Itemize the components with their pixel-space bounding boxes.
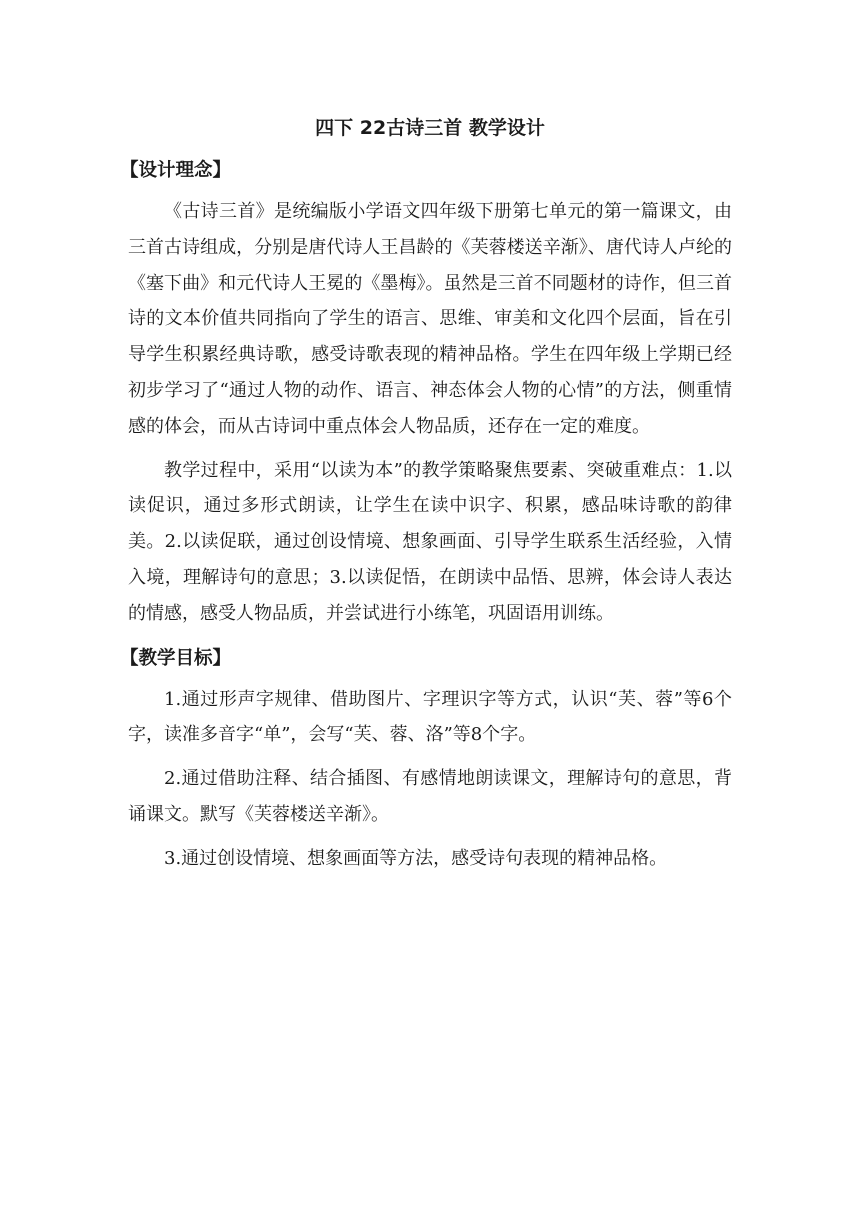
document-content <box>120 108 732 885</box>
teaching-goal-3: 3.通过创设情境、想象画面等方法，感受诗句表现的精神品格。 <box>164 847 668 869</box>
section-heading-teaching-goals: 【教学目标】 <box>120 647 232 669</box>
teaching-goal-1: 1.通过形声字规律、借助图片、字理识字等方式，认识“芙、蓉”等6个字，读准多音字“单”，会写“芙、蓉、洛”等8个字。 <box>128 688 732 746</box>
design-concept-paragraph-1: 《古诗三首》是统编版小学语文四年级下册第七单元的第一篇课文，由三首古诗组成，分别是唐代诗人王昌龄的《芙蓉楼送辛渐》、唐代诗人卢纶的《塞下曲》和元代诗人王冕的《墨梅》。虽然是三首不同题材的诗作，但三首诗的文本价值共同指向了学生的语言、思维、审美和文化四个层面，旨在引导学生积累经典诗歌，感受诗歌表现的精神品格。学生在四年级上学期已经初步学习了“通过人物的动作、语言、神态体会人物的心情”的方法，侧重情感的体会，而从古诗词中重点体会人物品质，还存在一定的难度。 <box>128 201 732 437</box>
section-heading-design-concept: 【设计理念】 <box>120 160 232 181</box>
document-title: 四下 22古诗三首 教学设计 <box>315 117 545 139</box>
teaching-goal-2: 2.通过借助注释、结合插图、有感情地朗读课文，理解诗句的意思，背诵课文。默写《芙蓉楼送辛渐》。 <box>128 768 732 825</box>
design-concept-paragraph-2: 教学过程中，采用“以读为本”的教学策略聚焦要素、突破重难点：1.以读促识，通过多形式朗读，让学生在读中识字、积累，感品味诗歌的韵律美。2.以读促联，通过创设情境、想象画面、引导学生联系生活经验，入情入境，理解诗句的意思；3.以读促悟，在朗读中品悟、思辨，体会诗人表达的情感，感受人物品质，并尝试进行小练笔，巩固语用训练。 <box>128 459 732 624</box>
